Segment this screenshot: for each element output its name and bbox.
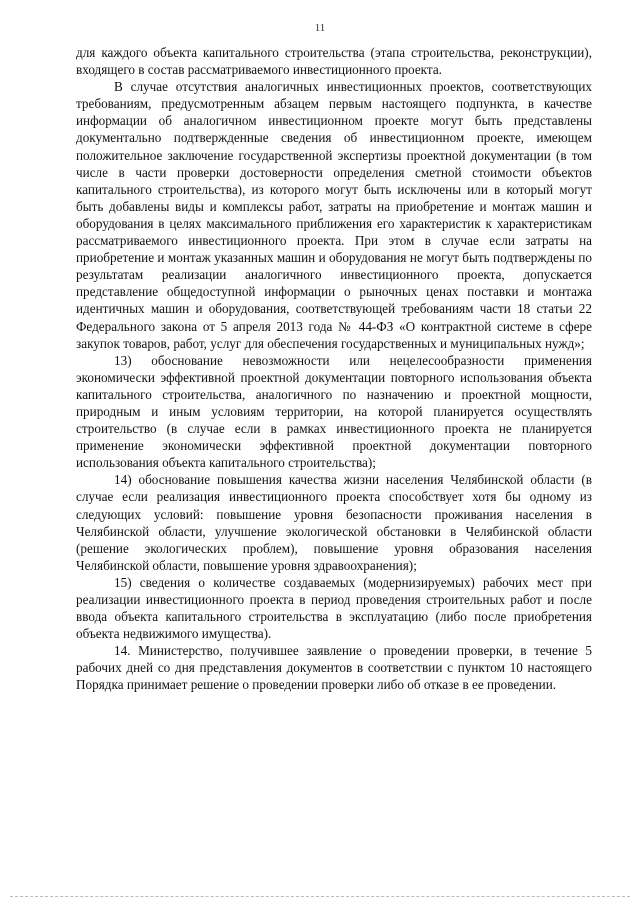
paragraph: В случае отсутствия аналогичных инвестиционных проектов, соответствующих требованиям, предусмотренным абзацем первым настоящего подпункта, в качестве информации об аналогичном инвестиционном проекте могут быть представлены документально подтвержденные сведения об инвестиционном проекте, имеющем положительное заключение государственной экспертизы проектной документации (в том числе в части проверки достоверности определения сметной стоимости объектов капитального строительства), из которого могут быть исключены или в который могут быть добавлены виды и комплексы работ, затраты на приобретение и монтаж машин и оборудования в целях максимального приближения его характеристик к характеристикам рассматриваемого инвестиционного проекта. При этом в случае если затраты на приобретение и монтаж указанных машин и оборудования не могут быть подтверждены по результатам реализации аналогичного инвестиционного проекта, допускается представление общедоступной информации о рыночных ценах поставки и монтажа идентичных машин и оборудования, соответствующей требованиям части 18 статьи 22 Федерального закона от 5 апреля 2013 года № 44-ФЗ «О контрактной системе в сфере закупок товаров, работ, услуг для обеспечения государственных и муниципальных нужд»; [76,79,592,351]
paragraph: 15) сведения о количестве создаваемых (модернизируемых) рабочих мест при реализации инвестиционного проекта в период проведения строительных работ и после ввода объекта капитального строительства в эксплуатацию (либо после приобретения объекта недвижимого имущества). [76,574,592,642]
document-body [76,44,592,694]
paragraph: 14. Министерство, получившее заявление о проведении проверки, в течение 5 рабочих дней со дня представления документов в соответствии с пунктом 10 настоящего Порядка принимает решение о проведении проверки либо об отказе в ее проведении. [76,643,592,693]
paragraph: 13) обоснование невозможности или нецелесообразности применения экономически эффективной проектной документации повторного использования объекта капитального строительства, аналогичного по назначению и проектной мощности, природным и иным условиям территории, на которой планируется осуществлять строительство (в случае если в рамках инвестиционного проекта не планируется применение экономически эффективной проектной документации повторного использования объекта капитального строительства); [76,352,592,471]
page-bottom-divider [10,896,630,897]
paragraph: для каждого объекта капитального строительства (этапа строительства, реконструкции), входящего в состав рассматриваемого инвестиционного проекта. [76,45,592,78]
page-number: 11 [314,22,326,34]
paragraph: 14) обоснование повышения качества жизни населения Челябинской области (в случае если реализация инвестиционного проекта способствует хотя бы одному из следующих условий: повышение уровня безопасности проживания населения в Челябинской области, улучшение экологической обстановки в Челябинской области (решение экологических проблем), повышение уровня образования населения Челябинской области, повышение уровня здравоохранения); [76,472,592,573]
